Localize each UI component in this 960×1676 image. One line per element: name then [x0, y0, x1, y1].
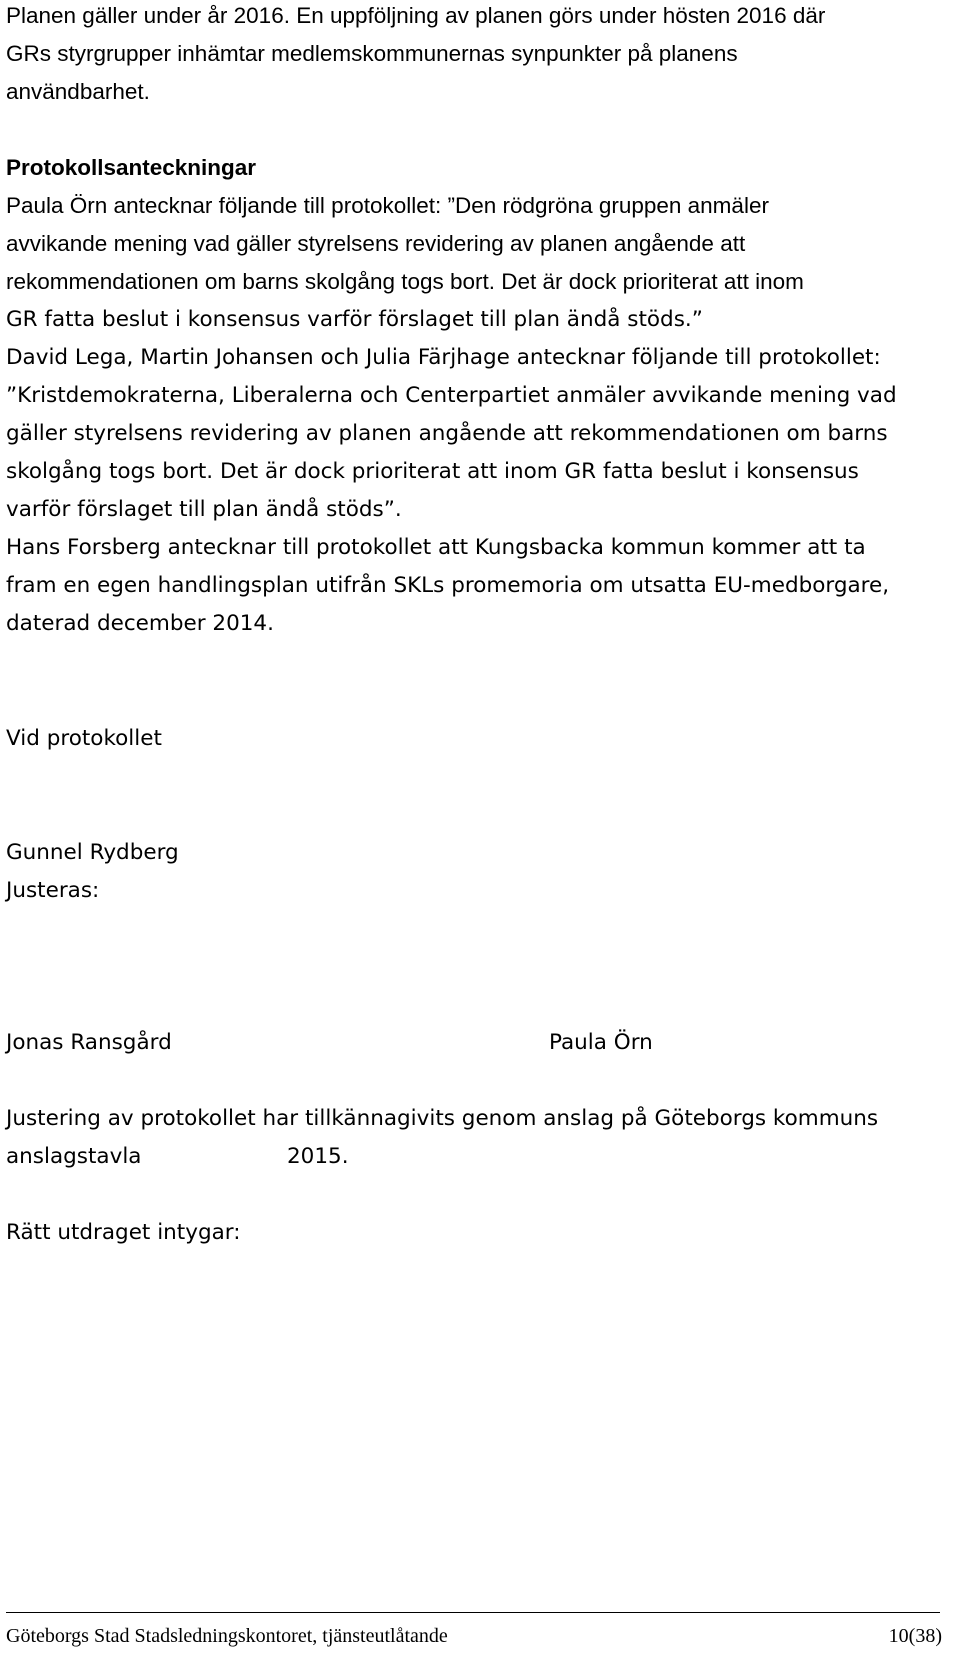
signer-right-name: Paula Örn	[549, 1030, 653, 1055]
footer-divider	[6, 1612, 940, 1613]
announcement-label: anslagstavla	[6, 1144, 142, 1169]
note1-line-2: avvikande mening vad gäller styrelsens revidering av planen angående att	[6, 231, 746, 256]
intro-line-2: GRs styrgrupper inhämtar medlemskommunernas synpunkter på planens	[6, 41, 738, 66]
note2-line-4: skolgång togs bort. Det är dock prioriterat att inom GR fatta beslut i konsensus	[6, 459, 859, 484]
footer-page-number: 10(38)	[888, 1625, 942, 1647]
note3-line-2: fram en egen handlingsplan utifrån SKLs promemoria om utsatta EU-medborgare,	[6, 573, 890, 598]
vid-protokollet-label: Vid protokollet	[6, 726, 162, 751]
note1-line-1: Paula Örn antecknar följande till protokollet: ”Den rödgröna gruppen anmäler	[6, 193, 769, 218]
announcement-line-1: Justering av protokollet har tillkännagivits genom anslag på Göteborgs kommuns	[6, 1106, 879, 1131]
note1-line-3: rekommendationen om barns skolgång togs bort. Det är dock prioriterat att inom	[6, 269, 804, 294]
note3-line-3: daterad december 2014.	[6, 611, 274, 636]
note2-line-1: David Lega, Martin Johansen och Julia Färjhage antecknar följande till protokollet:	[6, 345, 881, 370]
justeras-label: Justeras:	[6, 878, 100, 903]
note2-line-5: varför förslaget till plan ändå stöds”.	[6, 497, 402, 522]
footer-organization: Göteborgs Stad Stadsledningskontoret, tjänsteutlåtande	[6, 1625, 448, 1647]
section-heading: Protokollsanteckningar	[6, 155, 257, 180]
secretary-name: Gunnel Rydberg	[6, 840, 179, 865]
note2-line-3: gäller styrelsens revidering av planen angående att rekommendationen om barns	[6, 421, 888, 446]
intro-line-3: användbarhet.	[6, 79, 150, 104]
note2-line-2: ”Kristdemokraterna, Liberalerna och Centerpartiet anmäler avvikande mening vad	[6, 383, 897, 408]
signer-left-name: Jonas Ransgård	[6, 1030, 172, 1055]
announcement-year: 2015.	[287, 1144, 349, 1169]
note1-line-4: GR fatta beslut i konsensus varför förslaget till plan ändå stöds.”	[6, 307, 703, 332]
certification-label: Rätt utdraget intygar:	[6, 1220, 241, 1245]
intro-line-1: Planen gäller under år 2016. En uppföljning av planen görs under hösten 2016 där	[6, 3, 826, 28]
note3-line-1: Hans Forsberg antecknar till protokollet att Kungsbacka kommun kommer att ta	[6, 535, 866, 560]
